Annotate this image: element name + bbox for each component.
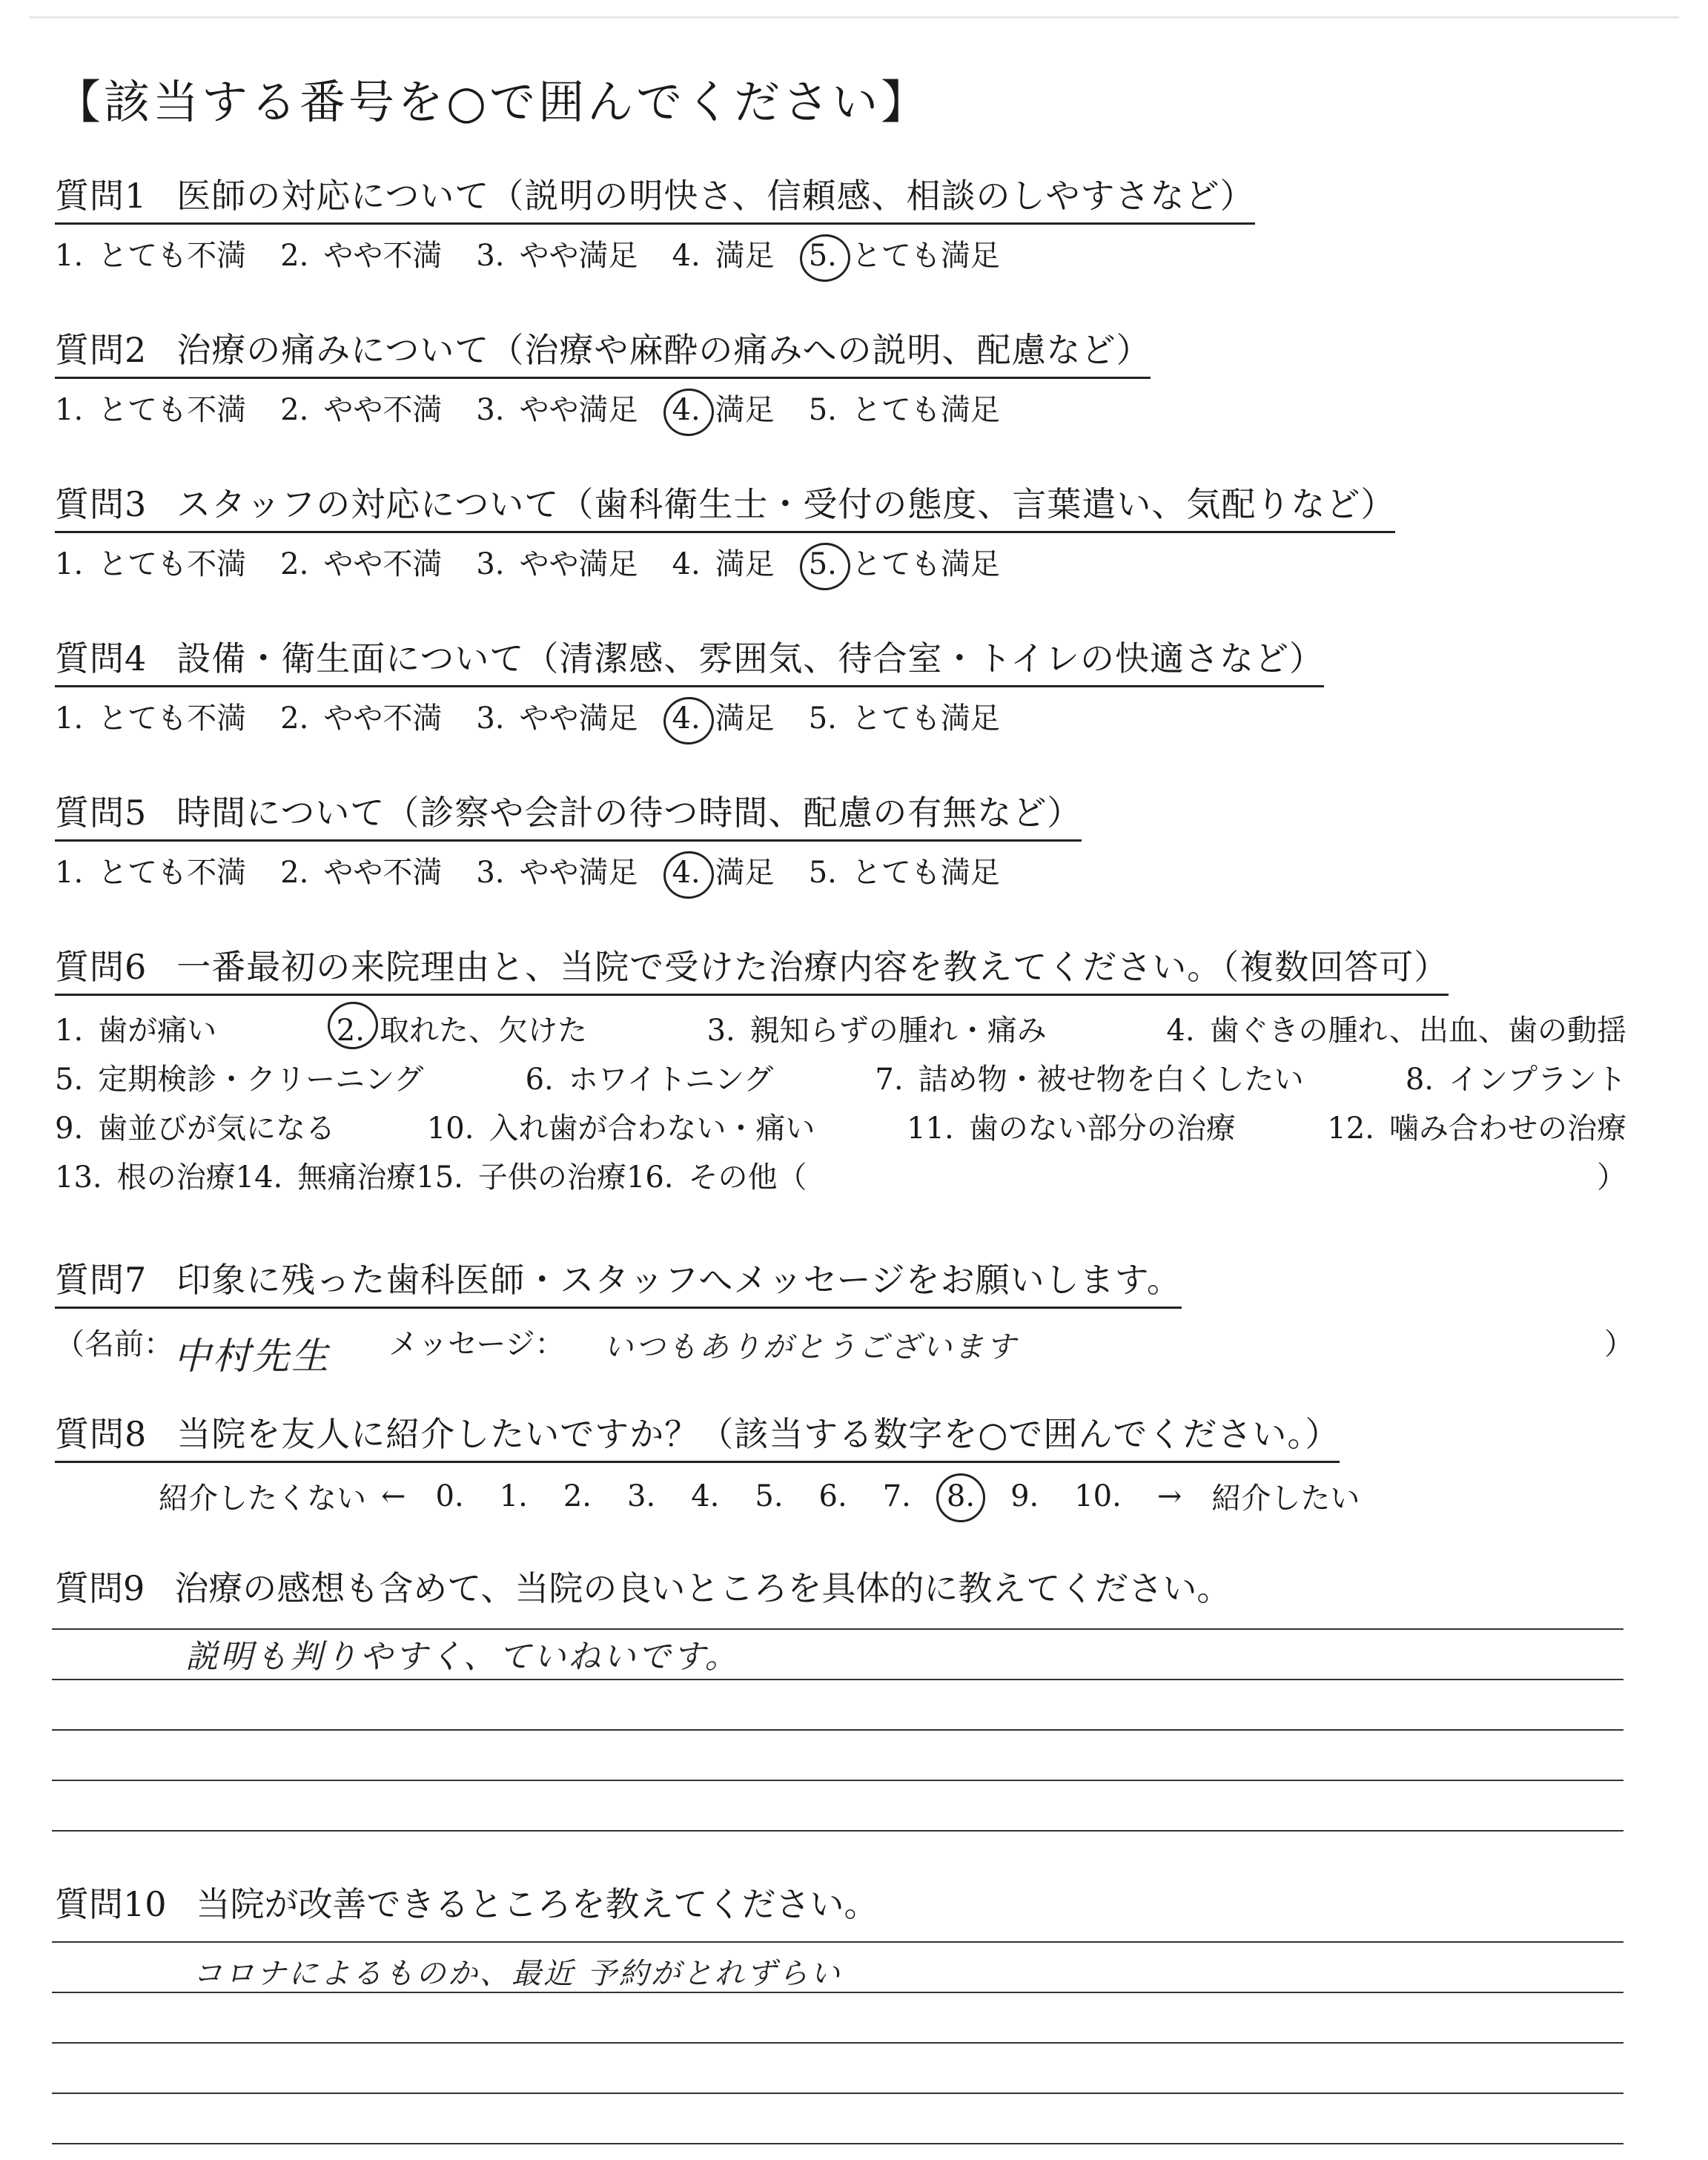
- scale-left-label: 紹介したくない: [159, 1482, 366, 1516]
- question-text: 時間について（診察や会計の待つ時間、配慮の有無など）: [176, 793, 1082, 833]
- question-6: [55, 940, 1634, 1202]
- scale-7[interactable]: 7.: [882, 1479, 911, 1513]
- answer-10-text[interactable]: コロナによるものか、最近 予約がとれずらい: [193, 1957, 842, 1991]
- question-number: 質問3: [55, 484, 148, 524]
- scale-right-label: 紹介したい: [1211, 1482, 1360, 1516]
- question-4-title: [55, 632, 1324, 687]
- answer-line: [52, 1780, 1623, 1781]
- recommend-scale: [159, 1475, 1634, 1517]
- name-field[interactable]: 中村先生: [173, 1335, 331, 1378]
- answer-line: [52, 1992, 1623, 1993]
- question-10: [55, 1877, 1634, 1926]
- option-5[interactable]: 5. とても満足: [808, 701, 1000, 736]
- question-1: [55, 169, 1634, 274]
- question-number: 質問7: [55, 1260, 148, 1300]
- message-close-paren: ）: [1604, 1327, 1634, 1361]
- answer-options: [55, 541, 1634, 583]
- message-field[interactable]: いつもありがとうございます: [603, 1330, 1018, 1364]
- question-text: 一番最初の来院理由と、当院で受けた治療内容を教えてください。（複数回答可）: [176, 947, 1449, 987]
- question-number: 質問10: [55, 1884, 167, 1924]
- question-text: 治療の痛みについて（治療や麻酔の痛みへの説明、配慮など）: [176, 330, 1151, 370]
- treatment-option-3[interactable]: 3. 親知らずの腫れ・痛み: [706, 1014, 1047, 1048]
- option-5-selected[interactable]: 5. とても満足: [808, 239, 1000, 273]
- message-label: メッセージ：: [388, 1327, 565, 1361]
- question-number: 質問9: [55, 1568, 145, 1608]
- option-3[interactable]: 3. やや満足: [476, 856, 638, 890]
- option-4-selected[interactable]: 4. 満足: [672, 701, 775, 736]
- option-2[interactable]: 2. やや不満: [280, 701, 443, 736]
- option-3[interactable]: 3. やや満足: [476, 547, 638, 581]
- treatment-row-1: [55, 1006, 1626, 1055]
- question-7: [55, 1253, 1634, 1378]
- left-arrow-icon: ←: [381, 1479, 406, 1513]
- option-1[interactable]: 1. とても不満: [55, 856, 247, 890]
- treatment-option-7[interactable]: 7. 詰め物・被せ物を白くしたい: [875, 1063, 1304, 1097]
- option-4-selected[interactable]: 4. 満足: [672, 393, 775, 427]
- treatment-option-4[interactable]: 4. 歯ぐきの腫れ、出血、歯の動揺: [1166, 1014, 1626, 1048]
- treatment-option-12[interactable]: 12. 噛み合わせの治療: [1327, 1112, 1626, 1146]
- question-number: 質問6: [55, 947, 148, 987]
- scale-3[interactable]: 3.: [627, 1479, 656, 1513]
- treatment-option-1[interactable]: 1. 歯が痛い: [55, 1014, 217, 1048]
- treatment-option-13[interactable]: 13. 根の治療: [55, 1160, 236, 1195]
- scale-9[interactable]: 9.: [1010, 1479, 1039, 1513]
- question-6-title: [55, 940, 1449, 996]
- treatment-option-8[interactable]: 8. インプラント: [1405, 1063, 1626, 1097]
- treatment-option-14[interactable]: 14. 無痛治療: [235, 1160, 417, 1195]
- answer-line: [52, 2093, 1623, 2094]
- answer-line: [52, 2042, 1623, 2044]
- option-3[interactable]: 3. やや満足: [476, 701, 638, 736]
- answer-line: [52, 2143, 1623, 2144]
- option-1[interactable]: 1. とても不満: [55, 547, 247, 581]
- scale-8-selected[interactable]: 8.: [946, 1479, 976, 1513]
- option-1[interactable]: 1. とても不満: [55, 701, 247, 736]
- scale-1[interactable]: 1.: [499, 1479, 528, 1513]
- option-2[interactable]: 2. やや不満: [280, 856, 443, 890]
- option-1[interactable]: 1. とても不満: [55, 393, 247, 427]
- question-2: [55, 323, 1634, 429]
- option-5[interactable]: 5. とても満足: [808, 856, 1000, 890]
- question-9: [55, 1562, 1634, 1611]
- message-line: [55, 1321, 1634, 1378]
- option-2[interactable]: 2. やや不満: [280, 393, 443, 427]
- answer-line: [52, 1679, 1623, 1680]
- option-4-selected[interactable]: 4. 満足: [672, 856, 775, 890]
- question-text: 治療の感想も含めて、当院の良いところを具体的に教えてください。: [174, 1568, 1231, 1608]
- question-8-title: [55, 1407, 1340, 1463]
- question-number: 質問1: [55, 176, 148, 216]
- answer-options: [55, 849, 1634, 891]
- treatment-options: [55, 1006, 1634, 1202]
- other-close-paren: ）: [1597, 1160, 1626, 1195]
- scale-2[interactable]: 2.: [563, 1479, 592, 1513]
- answer-line: [52, 1729, 1623, 1731]
- treatment-option-6[interactable]: 6. ホワイトニング: [525, 1063, 774, 1097]
- page-header: 【該当する番号を○で囲んでください】: [55, 75, 930, 129]
- treatment-row-4: [55, 1153, 1626, 1202]
- question-4: [55, 632, 1634, 737]
- scale-10[interactable]: 10.: [1074, 1479, 1122, 1513]
- answer-options: [55, 695, 1634, 737]
- right-arrow-icon: →: [1156, 1479, 1182, 1513]
- question-5: [55, 786, 1634, 891]
- question-9-title: [55, 1562, 1634, 1611]
- treatment-option-11[interactable]: 11. 歯のない部分の治療: [907, 1112, 1236, 1146]
- answer-line: [52, 1830, 1623, 1832]
- treatment-option-2-selected[interactable]: 2. 取れた、欠けた: [337, 1006, 587, 1055]
- answer-line: [52, 1628, 1623, 1630]
- question-text: 医師の対応について（説明の明快さ、信頼感、相談のしやすさなど）: [176, 176, 1255, 216]
- question-5-title: [55, 786, 1082, 842]
- treatment-row-3: [55, 1104, 1626, 1153]
- answer-options: [55, 386, 1634, 429]
- treatment-option-5[interactable]: 5. 定期検診・クリーニング: [55, 1063, 424, 1097]
- option-3[interactable]: 3. やや満足: [476, 393, 638, 427]
- question-3: [55, 478, 1634, 583]
- question-number: 質問4: [55, 638, 148, 678]
- option-2[interactable]: 2. やや不満: [280, 547, 443, 581]
- answer-line: [52, 1941, 1623, 1943]
- question-number: 質問2: [55, 330, 148, 370]
- name-label: （名前：: [55, 1327, 173, 1361]
- option-5-selected[interactable]: 5. とても満足: [808, 547, 1000, 581]
- option-5[interactable]: 5. とても満足: [808, 393, 1000, 427]
- question-7-title: [55, 1253, 1182, 1309]
- scale-4[interactable]: 4.: [691, 1479, 720, 1513]
- scale-6[interactable]: 6.: [818, 1479, 847, 1513]
- treatment-option-9[interactable]: 9. 歯並びが気になる: [55, 1112, 336, 1146]
- question-text: 当院を友人に紹介したいですか？（該当する数字を○で囲んでください。）: [176, 1414, 1340, 1454]
- treatment-row-2: [55, 1055, 1626, 1104]
- question-8: [55, 1407, 1634, 1517]
- question-10-title: [55, 1877, 1634, 1926]
- option-3[interactable]: 3. やや満足: [476, 239, 638, 273]
- question-text: 設備・衛生面について（清潔感、雰囲気、待合室・トイレの快適さなど）: [176, 638, 1325, 678]
- scale-5[interactable]: 5.: [755, 1479, 784, 1513]
- answer-options: [55, 232, 1634, 274]
- answer-9-text[interactable]: 説明も判りやすく、ていねいです。: [185, 1638, 740, 1676]
- treatment-option-15[interactable]: 15. 子供の治療: [416, 1160, 626, 1195]
- option-1[interactable]: 1. とても不満: [55, 239, 247, 273]
- treatment-option-10[interactable]: 10. 入れ歯が合わない・痛い: [426, 1112, 815, 1146]
- top-border-line: [30, 16, 1679, 19]
- treatment-option-16[interactable]: 16. その他（: [626, 1160, 807, 1195]
- option-4[interactable]: 4. 満足: [672, 239, 775, 273]
- question-number: 質問5: [55, 793, 148, 833]
- question-text: 印象に残った歯科医師・スタッフへメッセージをお願いします。: [176, 1260, 1182, 1300]
- question-1-title: [55, 169, 1255, 225]
- question-3-title: [55, 478, 1395, 533]
- question-number: 質問8: [55, 1414, 148, 1454]
- question-2-title: [55, 323, 1151, 379]
- option-4[interactable]: 4. 満足: [672, 547, 775, 581]
- scale-0[interactable]: 0.: [435, 1479, 464, 1513]
- option-2[interactable]: 2. やや不満: [280, 239, 443, 273]
- question-text: 当院が改善できるところを教えてください。: [196, 1884, 878, 1924]
- question-text: スタッフの対応について（歯科衛生士・受付の態度、言葉遣い、気配りなど）: [176, 484, 1396, 524]
